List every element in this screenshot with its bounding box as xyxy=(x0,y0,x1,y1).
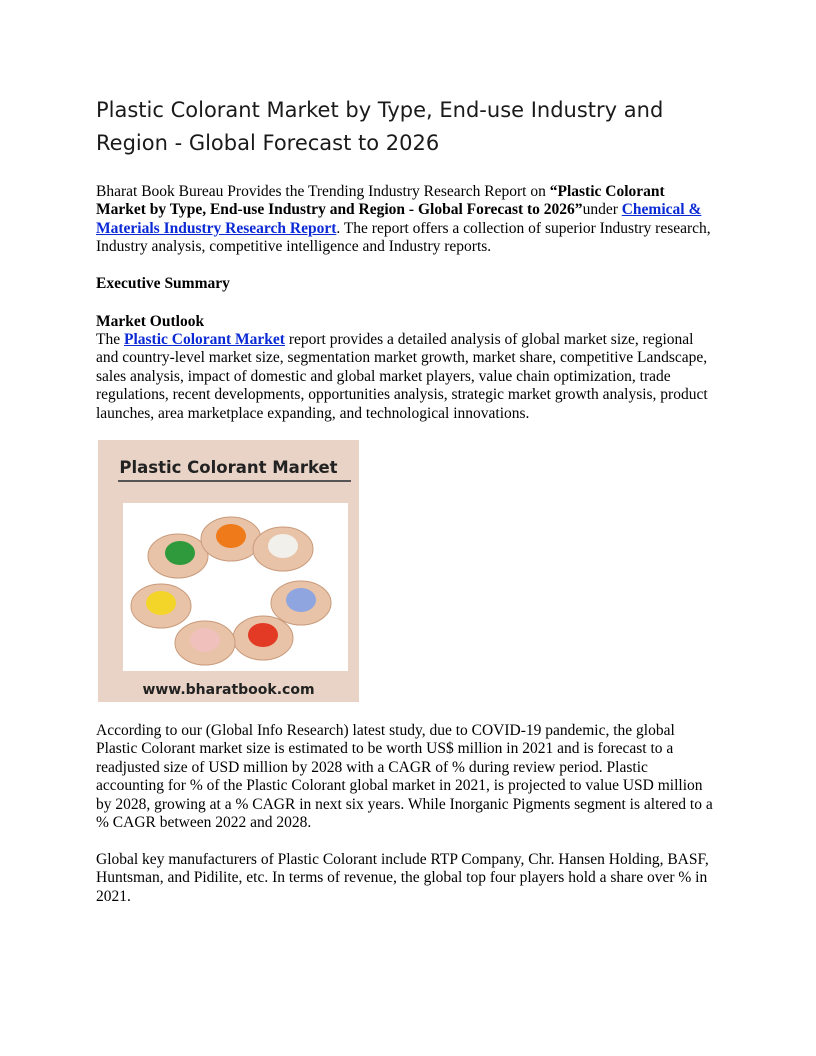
green-granules xyxy=(165,541,195,565)
document-title: Plastic Colorant Market by Type, End-use Industry and Region - Global Forecast to 2026 xyxy=(96,98,664,155)
manufacturers-paragraph: Global key manufacturers of Plastic Colorant include RTP Company, Chr. Hansen Holding, BASF, Huntsman, and Pidilite, etc. In terms of revenue, the global top four players hold a share over % in 2021. xyxy=(96,851,709,905)
intro-paragraph xyxy=(96,183,711,257)
market-outlook-heading: Market Outlook xyxy=(96,313,205,330)
intro-text-mid: under xyxy=(582,201,622,219)
outlook-text-after: report provides a detailed analysis of global market size, regional and country-level market size, segmentation market growth, market share, competitive Landscape, sales analysis, impact of domestic and global market players, value chain optimization, trade regulations, recent developments, opportunities analysis, strategic market growth analysis, product launches, area marketplace expanding, and technological innovations. xyxy=(96,331,708,422)
report-title-bold: “Plastic Colorant Market by Type, End-use Industry and Region - Global Forecast to 2026” xyxy=(96,183,665,219)
pink-granules xyxy=(190,628,220,652)
white-granules xyxy=(268,534,298,558)
executive-summary-heading: Executive Summary xyxy=(96,275,230,292)
granules-illustration xyxy=(123,503,348,671)
intro-text-before: Bharat Book Bureau Provides the Trending Industry Research Report on xyxy=(96,183,550,200)
orange-granules xyxy=(216,524,246,548)
outlook-text-before: The xyxy=(96,331,124,348)
promo-image-title: Plastic Colorant Market xyxy=(119,458,338,477)
promo-image xyxy=(98,440,359,702)
yellow-granules xyxy=(146,591,176,615)
red-granules xyxy=(248,623,278,647)
intro-text-after: . The report offers a collection of superior Industry research, Industry analysis, competitive intelligence and Industry reports. xyxy=(96,219,711,256)
hands-with-colorant-granules-photo xyxy=(123,503,348,671)
promo-divider xyxy=(118,480,351,482)
market-outlook-paragraph xyxy=(96,331,716,423)
market-size-paragraph: According to our (Global Info Research) latest study, due to COVID-19 pandemic, the global Plastic Colorant market size is estimated to be worth US$ million in 2021 and is forecast to a readjusted size of USD million by 2028 with a CAGR of % during review period. Plastic accounting for % of the Plastic Colorant global market in 2021, is projected to value USD million by 2028, growing at a % CAGR in next six years. While Inorganic Pigments segment is altered to a % CAGR between 2022 and 2028. xyxy=(96,722,713,832)
promo-website-url: www.bharatbook.com xyxy=(142,682,315,698)
market-report-link[interactable]: Plastic Colorant Market xyxy=(123,331,285,348)
category-link[interactable]: Chemical & Materials Industry Research Report xyxy=(96,201,702,237)
blue-granules xyxy=(286,588,316,612)
